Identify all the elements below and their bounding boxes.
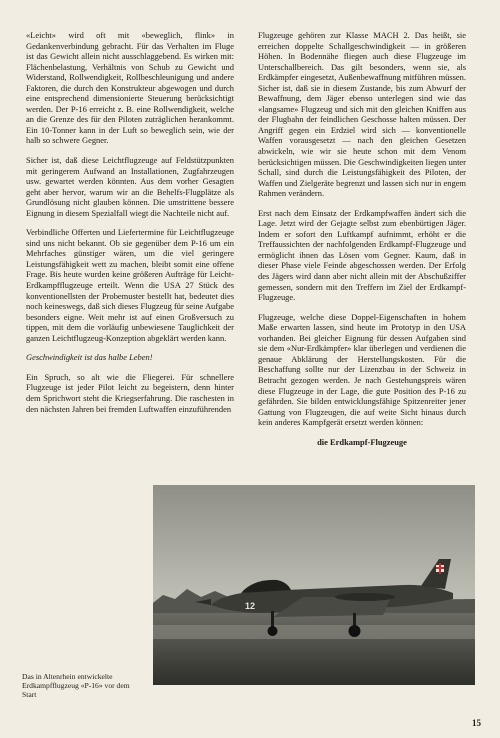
photo-caption: Das in Altenrhein entwickelte Erdkampfflugzeug «P-16» vor dem Start bbox=[22, 672, 130, 700]
paragraph: Sicher ist, daß diese Leichtflugzeuge auf Feldstützpunkten mit geringerem Aufwand an Installationen, Zugfahrzeugen usw. gewartet werden könnten. Aus dem vorher Gesagten geht aber hervor, warum wir an die Behelfs-Flugplätze als Grundlösung nicht glauben können. Die umstrittene bessere Eignung in diesem Spezialfall wiegt die Nachteile nicht auf. bbox=[26, 155, 234, 218]
page-number: 15 bbox=[472, 718, 481, 728]
paragraph: Verbindliche Offerten und Liefertermine für Leichtflugzeuge sind uns nicht bekannt. Ob sie gegenüber dem P-16 um ein Mehrfaches günstiger wären, um die viel geringere Leistungsfähigkeit wett zu machen, bleibt somit eine offene Frage. Bis heute wurden keine größeren Aufträge für Leicht-Erdkampfflugzeuge erteilt. Wenn die USA 27 Stück des konventionellsten der Probemuster bestellt hat, bedeutet dies noch keineswegs, daß sich dieses Flugzeug für seine Aufgabe besonders eigne. Weit mehr ist auf einen Großversuch zu tippen, mit dem die vorläufig unbewiesene Tauglichkeit der ganzen Leichtflugzeug-Konzeption abgeklärt werden kann. bbox=[26, 227, 234, 343]
paragraph: Flugzeuge, welche diese Doppel-Eigenschaften in hohem Maße erwarten lassen, sind heute im Prototyp in den USA vorhanden. Bei gleicher Eignung für dessen Aufgaben sind sie dem «Nur-Erdkämpfer» klar überlegen und verdienen die genaue Abklärung der Herstellungskosten. Für die Beschaffung sollte nur der Lizenzbau in der Schweiz in Betracht gezogen werden. Je nach Gestehungspreis wären diese Flugzeuge in der Lage, die gute Position des P-16 zu gefährden. Sie bilden entwicklungsfähige Spitzenreiter jener Gattung von Flugzeugen, die auf weite Sicht hinaus durch kein anderes Kampfgerät ersetzt werden können: bbox=[258, 311, 466, 428]
aircraft-photo bbox=[153, 485, 475, 685]
aircraft-marking: 12 bbox=[245, 601, 256, 611]
left-text-column bbox=[26, 30, 234, 423]
closing-line: die Erdkampf-Flugzeuge bbox=[317, 436, 407, 447]
right-text-column bbox=[258, 30, 466, 456]
paragraph: Ein Spruch, so alt wie die Fliegerei. Für schnellere Flugzeuge ist jeder Pilot leicht zu begeistern, denn hinter dem Sprichwort steht die Kriegserfahrung. Die raschesten in den nächsten Jahren bei fremden Luftwaffen einzuführenden bbox=[26, 371, 234, 414]
section-heading: Geschwindigkeit ist das halbe Leben! bbox=[26, 352, 153, 363]
paragraph: Erst nach dem Einsatz der Erdkampfwaffen ändert sich die Lage. Jetzt wird der Gejagte selbst zum ebenbürtigen Jäger. Indem er sofort den Luftkampf aufnimmt, erhöht er die Treffaussichten der nachfolgenden Erdkampf-Flugzeuge und ermöglicht ihnen das Lösen vom Gegner. Kaum, daß in dieser Phase viele Feinde abgeschossen werden. Der Erfolg des Jägers wird dann aber nicht allein mit der Abschußziffer gemessen, sondern mit den Treffern im Ziel der Erdkampf-Flugzeuge. bbox=[258, 207, 466, 303]
paragraph: «Leicht» wird oft mit «beweglich, flink» in Gedankenverbindung gebracht. Für das Verhalten im Fluge ist das Gewicht allein nicht ausschlaggebend. Es wirken mit: Flächenbelastung, Verhältnis von Schub zu Gewicht und Widerstand, Rollwendigkeit, Rollbeschleunigung und andere Faktoren, die durch den Konstrukteur abgewogen und durch eine entsprechend dimensionierte Steuerung berücksichtigt werden. Der P-16 erreicht z. B. eine Rollwendigkeit, welche an die Grenze des für den Piloten zuträglichen herankommt. Ein 10-Tonner kann in der Luft so beweglich sein, wie der halb so schwere Gegner. bbox=[26, 30, 234, 146]
paragraph: Flugzeuge gehören zur Klasse MACH 2. Das heißt, sie erreichen doppelte Schallgeschwindigkeit — in größeren Höhen. In Bodennähe fliegen auch diese Flugzeuge im Unterschallbereich. Das gilt besonders, wenn sie, als Erdkämpfer eingesetzt, Außenbewaffnung mitführen müssen. Sicher ist, daß sie in diesem Zustande, bis zum Abwurf der Bewaffnung, dem Jäger ebenso unterlegen sind wie das «langsame» Flugzeug und sich mit den gleichen Kniffen aus der Flugbahn der feindlichen Geschosse halten müssen. Der Angriff gegen ein Erdziel wird sich — konventionelle Waffen vorausgesetzt — nach den gleichen Gesetzen abwickeln, wie wir sie heute schon mit dem Venom berücksichtigen müssen. Die Geschwindigkeiten liegen unter Schall, sind durch die Leistungsfähigkeit des Piloten, der Waffen und Zielgeräte begrenzt und lassen sich nur in engem Rahmen verändern. bbox=[258, 30, 466, 199]
aircraft-photo-illustration bbox=[153, 485, 475, 685]
